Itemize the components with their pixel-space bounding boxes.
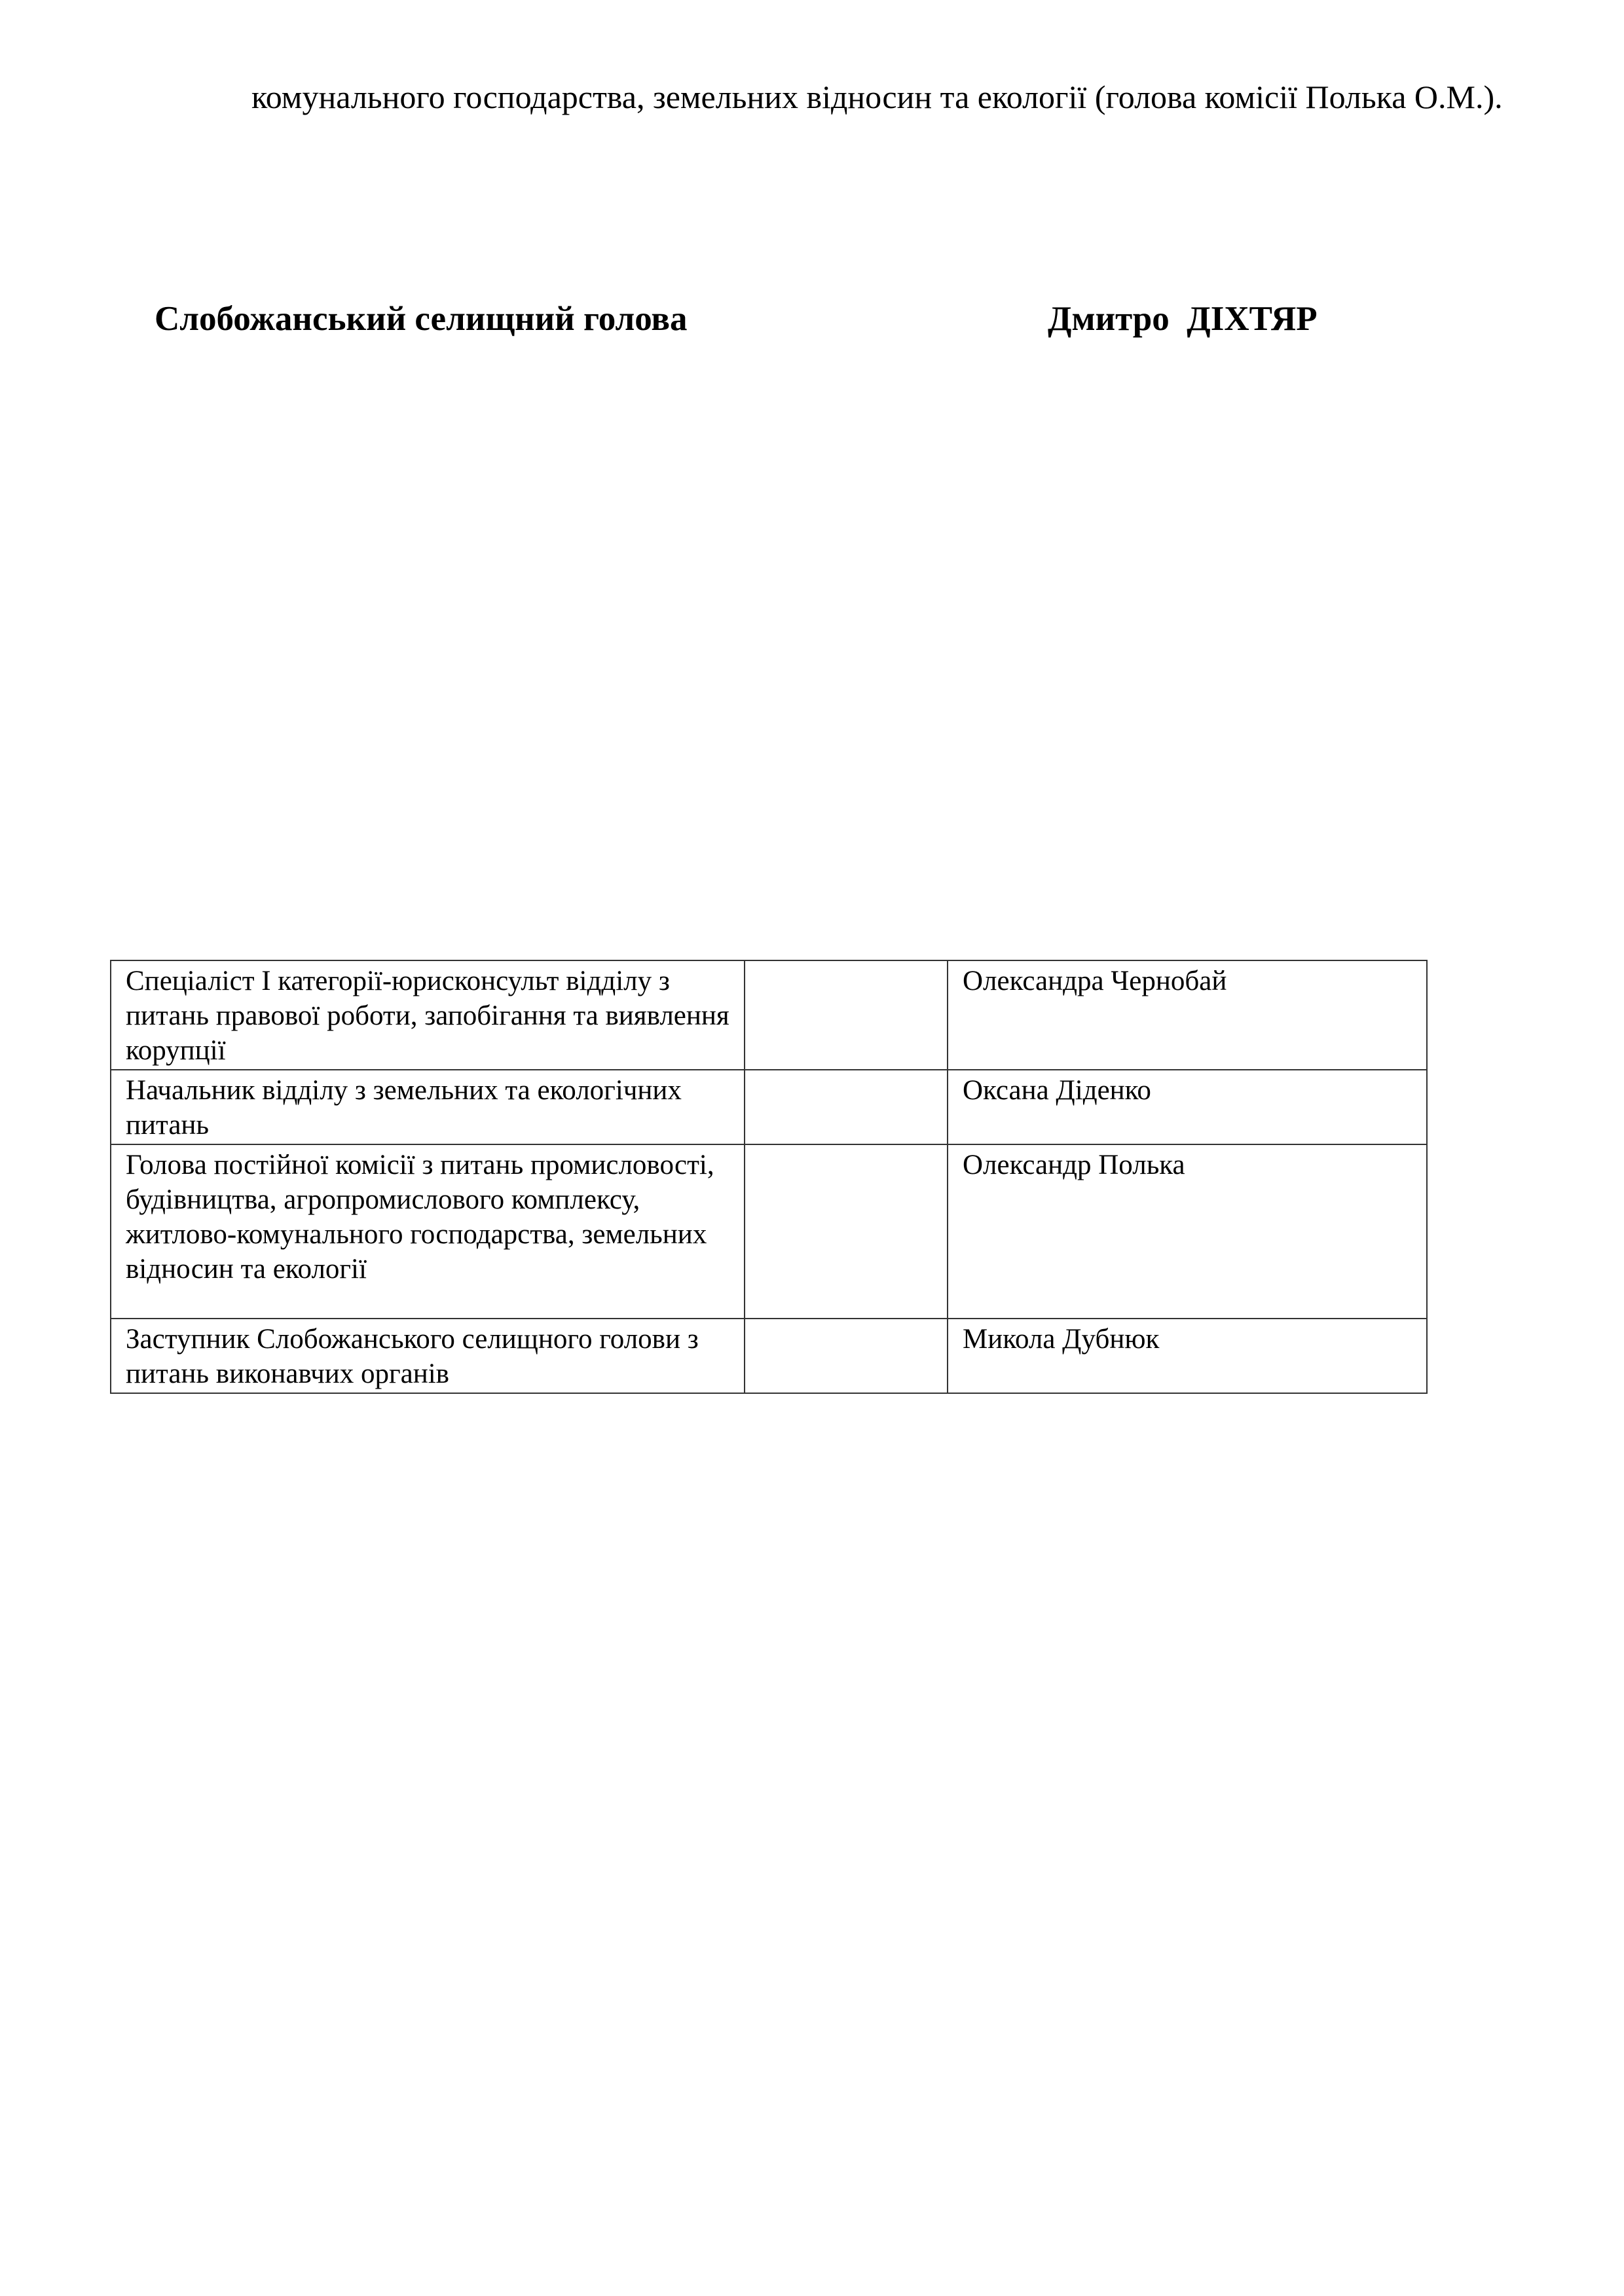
signature-cell xyxy=(745,1144,948,1319)
signature-cell xyxy=(745,1070,948,1144)
approval-table xyxy=(110,960,1428,1394)
position-cell: Начальник відділу з земельних та екологічних питань xyxy=(111,1070,745,1144)
table-row xyxy=(111,960,1427,1070)
signature-cell xyxy=(745,960,948,1070)
table-row xyxy=(111,1319,1427,1393)
signature-cell xyxy=(745,1319,948,1393)
position-cell: Голова постійної комісії з питань промисловості, будівництва, агропромислового комплексу, житлово-комунального господарства, земельних відносин та екології xyxy=(111,1144,745,1319)
signatory-title: Слобожанський селищний голова xyxy=(155,300,688,338)
position-cell: Заступник Слобожанського селищного голови з питань виконавчих органів xyxy=(111,1319,745,1393)
position-cell: Спеціаліст І категорії-юрисконсульт відділу з питань правової роботи, запобігання та виявлення корупції xyxy=(111,960,745,1070)
name-cell: Оксана Діденко xyxy=(948,1070,1427,1144)
table-row xyxy=(111,1070,1427,1144)
continuation-paragraph: комунального господарства, земельних відносин та екології (голова комісії Полька О.М.). xyxy=(251,79,1503,115)
name-cell: Олександра Чернобай xyxy=(948,960,1427,1070)
table-row xyxy=(111,1144,1427,1319)
signatory-name: Дмитро ДІХТЯР xyxy=(1048,300,1318,338)
name-cell: Микола Дубнюк xyxy=(948,1319,1427,1393)
name-cell: Олександр Полька xyxy=(948,1144,1427,1319)
